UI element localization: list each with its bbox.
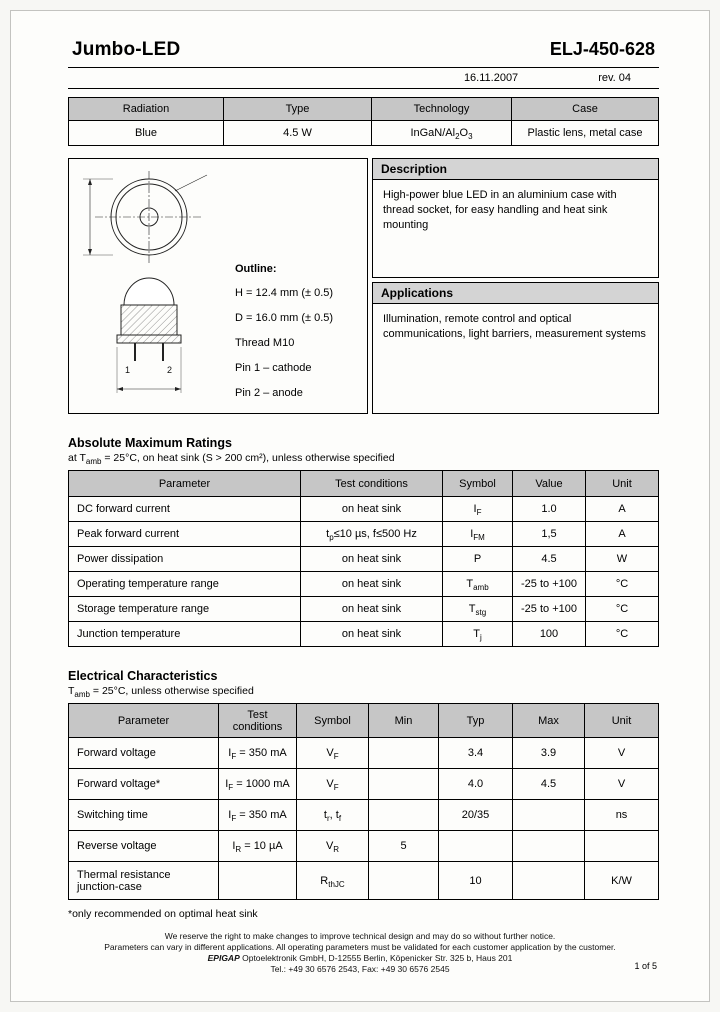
typ-cell	[439, 831, 513, 862]
column-header-unit: Unit	[585, 704, 659, 738]
typ-cell: 10	[439, 862, 513, 900]
technology-cell: InGaN/$Al_2O_3$	[372, 121, 512, 146]
unit-cell	[585, 831, 659, 862]
unit-cell: A	[586, 522, 659, 547]
page-number: 1 of 5	[634, 961, 657, 971]
column-header-symbol: Symbol	[443, 471, 513, 497]
page-footer	[11, 931, 709, 975]
test-conditions-cell: on heat sink	[301, 547, 443, 572]
amr-section-subtitle: at $T_{amb} = 25^\circ C$, on heat sink (S > 200 cm²), unless otherwise specified	[68, 452, 395, 467]
parameter-cell: Thermal resistance junction-case	[69, 862, 219, 900]
value-cell: 100	[513, 622, 586, 647]
value-cell: 1,5	[513, 522, 586, 547]
value-cell: -25 to +100	[513, 572, 586, 597]
page-title: Jumbo-LED	[72, 39, 181, 60]
symbol-cell: $V_R$	[297, 831, 369, 862]
ec-section-subtitle: $T_{amb} = 25^\circ C$, unless otherwise specified	[68, 685, 254, 700]
test-conditions-cell: $I_F = 350$ mA	[219, 738, 297, 769]
min-cell: 5	[369, 831, 439, 862]
parameter-cell: Peak forward current	[69, 522, 301, 547]
column-header-min: Min	[369, 704, 439, 738]
info-column	[372, 158, 659, 414]
summary-table	[68, 97, 659, 146]
table-row	[69, 497, 659, 522]
parameter-cell: Power dissipation	[69, 547, 301, 572]
outline-item-pin2: Pin 2 – anode	[235, 387, 303, 399]
column-header-test-conditions: Test conditions	[301, 471, 443, 497]
parameter-cell: Switching time	[69, 800, 219, 831]
value-cell: -25 to +100	[513, 597, 586, 622]
outline-item-diameter: D = 16.0 mm (± 0.5)	[235, 312, 334, 324]
column-header-parameter: Parameter	[69, 471, 301, 497]
type-cell: 4.5 W	[224, 121, 372, 146]
value-cell: 4.5	[513, 547, 586, 572]
revision: rev. 04	[598, 72, 631, 84]
table-header-row	[69, 704, 659, 738]
typ-cell: 3.4	[439, 738, 513, 769]
revision-row	[68, 68, 659, 88]
unit-cell: K/W	[585, 862, 659, 900]
table-row	[69, 738, 659, 769]
date: 16.11.2007	[463, 72, 519, 84]
ec-section-title: Electrical Characteristics	[68, 669, 218, 683]
column-header-technology: Technology	[372, 98, 512, 121]
symbol-cell: $R_{thJC}$	[297, 862, 369, 900]
electrical-characteristics-table	[68, 703, 659, 900]
applications-text: Illumination, remote control and optical communications, light barriers, measurement systems	[383, 313, 646, 340]
symbol-cell: $V_F$	[297, 769, 369, 800]
test-conditions-cell: on heat sink	[301, 497, 443, 522]
footer-company-line	[11, 953, 709, 964]
top-view	[83, 171, 207, 265]
table-row	[69, 597, 659, 622]
symbol-cell: $I_{FM}$	[443, 522, 513, 547]
parameter-cell: Junction temperature	[69, 622, 301, 647]
case-cell: Plastic lens, metal case	[512, 121, 659, 146]
description-title: Description	[373, 159, 658, 180]
column-header-type: Type	[224, 98, 372, 121]
part-number: ELJ-450-628	[549, 39, 655, 59]
applications-title: Applications	[373, 283, 658, 304]
parameter-cell: Operating temperature range	[69, 572, 301, 597]
table-row	[69, 522, 659, 547]
column-header-unit: Unit	[586, 471, 659, 497]
table-header-row	[69, 98, 659, 121]
symbol-cell: $T_{stg}$	[443, 597, 513, 622]
radiation-cell: Blue	[69, 121, 224, 146]
value-cell: 1.0	[513, 497, 586, 522]
unit-cell: ns	[585, 800, 659, 831]
column-header-parameter: Parameter	[69, 704, 219, 738]
table-row	[69, 572, 659, 597]
unit-cell: °C	[586, 572, 659, 597]
min-cell	[369, 862, 439, 900]
max-cell	[513, 800, 585, 831]
outline-item-pin1: Pin 1 – cathode	[235, 362, 312, 374]
footer-disclaimer-1: We reserve the right to make changes to improve technical design and may do so without further notice.	[164, 931, 556, 941]
unit-cell: V	[585, 769, 659, 800]
company-address: Optoelektronik GmbH, D-12555 Berlin, Köpenicker Str. 325 b, Haus 201	[239, 953, 513, 963]
table-row	[69, 121, 659, 146]
unit-cell: °C	[586, 622, 659, 647]
applications-box	[372, 282, 659, 414]
footer-contact: Tel.: +49 30 6576 2543, Fax: +49 30 6576 2545	[270, 964, 450, 974]
amr-section-title: Absolute Maximum Ratings	[68, 436, 232, 450]
table-row	[69, 831, 659, 862]
table-row	[69, 769, 659, 800]
unit-cell: °C	[586, 597, 659, 622]
outline-specs	[235, 263, 333, 409]
symbol-cell: $T_j$	[443, 622, 513, 647]
outline-item-height: H = 12.4 mm (± 0.5)	[235, 287, 334, 299]
column-header-typ: Typ	[439, 704, 513, 738]
min-cell	[369, 800, 439, 831]
parameter-cell: Forward voltage	[69, 738, 219, 769]
datasheet-page	[10, 10, 710, 1002]
test-conditions-cell: on heat sink	[301, 572, 443, 597]
column-header-value: Value	[513, 471, 586, 497]
max-cell: 3.9	[513, 738, 585, 769]
symbol-cell: $t_r$, $t_f$	[297, 800, 369, 831]
typ-cell: 4.0	[439, 769, 513, 800]
min-cell	[369, 769, 439, 800]
table-row	[69, 622, 659, 647]
test-conditions-cell: on heat sink	[301, 622, 443, 647]
column-header-symbol: Symbol	[297, 704, 369, 738]
test-conditions-cell: on heat sink	[301, 597, 443, 622]
company-name: EPIGAP	[207, 953, 240, 963]
test-conditions-cell: $I_F = 350$ mA	[219, 800, 297, 831]
figure-section	[68, 158, 659, 414]
divider	[68, 88, 659, 89]
test-conditions-cell: $I_F = 1000$ mA	[219, 769, 297, 800]
symbol-cell: $T_{amb}$	[443, 572, 513, 597]
absolute-maximum-ratings-table	[68, 470, 659, 647]
pin2-label: 2	[167, 365, 173, 375]
parameter-cell: DC forward current	[69, 497, 301, 522]
table-row	[69, 800, 659, 831]
column-header-radiation: Radiation	[69, 98, 224, 121]
side-view	[117, 278, 181, 393]
pin1-label: 1	[125, 365, 131, 375]
table-row	[69, 547, 659, 572]
max-cell: 4.5	[513, 769, 585, 800]
outline-title: Outline:	[235, 263, 277, 275]
parameter-cell: Reverse voltage	[69, 831, 219, 862]
outline-figure-box	[68, 158, 368, 414]
masthead	[68, 25, 659, 67]
min-cell	[369, 738, 439, 769]
symbol-cell: P	[443, 547, 513, 572]
outline-item-thread: Thread M10	[235, 337, 295, 349]
typ-cell: 20/35	[439, 800, 513, 831]
table-header-row	[69, 471, 659, 497]
symbol-cell: $I_F$	[443, 497, 513, 522]
column-header-case: Case	[512, 98, 659, 121]
table-row	[69, 862, 659, 900]
test-conditions-cell: $t_p\le 10$ µs, f≤500 Hz	[301, 522, 443, 547]
symbol-cell: $V_F$	[297, 738, 369, 769]
test-conditions-cell: $I_R = 10$ µA	[219, 831, 297, 862]
column-header-max: Max	[513, 704, 585, 738]
column-header-test-conditions: Test conditions	[219, 704, 297, 738]
description-box	[372, 158, 659, 278]
max-cell	[513, 862, 585, 900]
parameter-cell: Forward voltage*	[69, 769, 219, 800]
unit-cell: V	[585, 738, 659, 769]
unit-cell: W	[586, 547, 659, 572]
footnote: *only recommended on optimal heat sink	[68, 908, 258, 920]
description-text: High-power blue LED in an aluminium case with thread socket, for easy handling and heat sink mounting	[383, 189, 617, 231]
test-conditions-cell	[219, 862, 297, 900]
parameter-cell: Storage temperature range	[69, 597, 301, 622]
max-cell	[513, 831, 585, 862]
unit-cell: A	[586, 497, 659, 522]
led-outline-drawing	[75, 163, 225, 409]
footer-disclaimer-2: Parameters can vary in different applications. All operating parameters must be validated for each customer application by the customer.	[104, 942, 616, 952]
